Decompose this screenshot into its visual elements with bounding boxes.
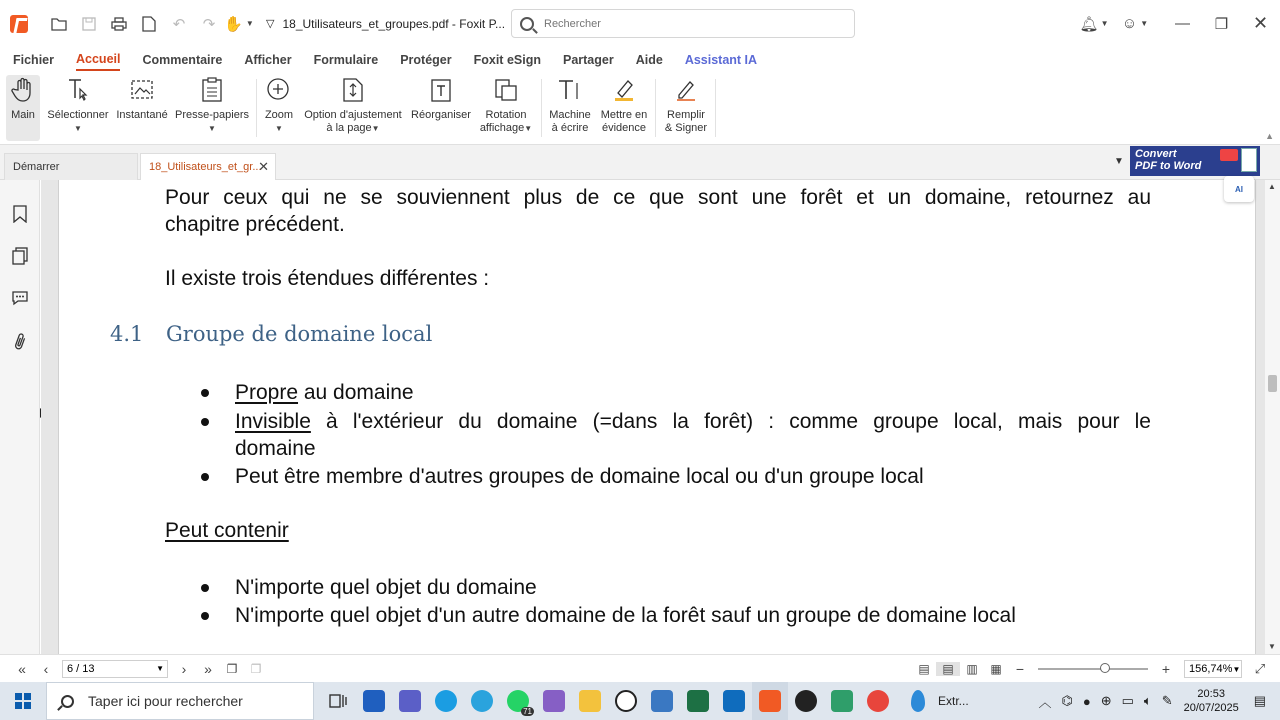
system-tray bbox=[1033, 682, 1280, 720]
show-hidden-icons-icon[interactable]: ︿ bbox=[1038, 694, 1052, 710]
fit-page-label-line1: Option d'ajustement bbox=[304, 109, 402, 121]
first-page-icon[interactable]: « bbox=[18, 660, 26, 677]
bullet-objet-autre-domaine: N'importe quel objet d'un autre domaine de la forêt sauf un groupe de domaine local bbox=[235, 604, 1016, 627]
scroll-down-icon[interactable]: ▼ bbox=[1268, 642, 1276, 651]
highlighter-icon bbox=[610, 75, 638, 105]
bullet-dot bbox=[201, 418, 209, 426]
search-input[interactable] bbox=[544, 18, 844, 30]
paragraph-scopes: Il existe trois étendues différentes : bbox=[165, 267, 490, 290]
typewriter-icon bbox=[556, 75, 584, 105]
tab-document[interactable] bbox=[140, 153, 276, 180]
caret-down-icon: ▼ bbox=[1232, 664, 1241, 674]
task-view-icon[interactable] bbox=[320, 682, 356, 720]
select-label: Sélectionner bbox=[47, 109, 109, 121]
rotate-view-button[interactable] bbox=[476, 75, 536, 141]
select-text-icon bbox=[64, 75, 92, 105]
fill-sign-label-line1: Remplir bbox=[667, 109, 705, 121]
highlight-label-line2: évidence bbox=[601, 122, 647, 134]
paragraph-intro bbox=[165, 184, 1151, 238]
save-icon[interactable] bbox=[78, 13, 100, 35]
rotate-icon bbox=[492, 75, 520, 105]
chatgpt-icon[interactable] bbox=[608, 682, 644, 720]
two-page-continuous-icon[interactable]: ▦ bbox=[990, 662, 1002, 676]
sandbox-icon[interactable] bbox=[824, 682, 860, 720]
zoom-level-field[interactable] bbox=[1184, 660, 1242, 678]
pdf-page bbox=[58, 180, 1256, 654]
extract-page-icon[interactable]: ❐ bbox=[250, 661, 262, 676]
typewriter-label-line1: Machine bbox=[549, 109, 591, 121]
hand-label: Main bbox=[11, 109, 35, 121]
pages-icon[interactable] bbox=[10, 246, 30, 266]
copy-page-icon[interactable]: ❐ bbox=[226, 661, 238, 676]
foxit-taskbar-icon[interactable] bbox=[752, 682, 788, 720]
menu-foxit-esign[interactable]: Foxit eSign bbox=[473, 53, 541, 67]
fullscreen-icon[interactable]: ⤢ bbox=[1254, 661, 1266, 676]
convert-pdf-to-word-banner[interactable] bbox=[1130, 146, 1260, 176]
bullet-propre-underlined: Propre bbox=[235, 381, 299, 404]
typewriter-button[interactable] bbox=[546, 75, 594, 141]
whatsapp-badge: 71 bbox=[523, 707, 532, 716]
bullet-dot bbox=[201, 584, 209, 592]
caret-down-icon: ▼ bbox=[208, 124, 216, 133]
last-page-icon[interactable]: » bbox=[204, 660, 212, 677]
highlight-label-line1: Mettre en bbox=[600, 109, 648, 121]
fill-sign-button[interactable] bbox=[660, 75, 712, 141]
menu-proteger[interactable]: Protéger bbox=[400, 53, 452, 67]
tabs-dropdown-icon[interactable]: ▼ bbox=[1114, 156, 1124, 167]
file-explorer-icon[interactable] bbox=[572, 682, 608, 720]
close-tab-icon[interactable]: ✕ bbox=[258, 159, 269, 174]
fill-sign-label-line2: & Signer bbox=[664, 122, 708, 134]
paragraph-intro-line1: Pour ceux qui ne se souviennent plus de ce que sont une forêt et un domaine, retournez au bbox=[165, 186, 1151, 209]
page-number-field[interactable] bbox=[62, 660, 168, 678]
remote-desktop-icon[interactable] bbox=[644, 682, 680, 720]
bullet-invisible-line2: domaine bbox=[235, 437, 316, 460]
telegram-icon[interactable] bbox=[464, 682, 500, 720]
redo-icon[interactable]: ↷ bbox=[202, 15, 216, 33]
bullet-objet-domaine: N'importe quel objet du domaine bbox=[235, 576, 537, 599]
menu-accueil[interactable]: Accueil bbox=[76, 49, 120, 71]
store-icon[interactable] bbox=[356, 682, 392, 720]
fill-sign-icon bbox=[672, 75, 700, 105]
ribbon-toolbar bbox=[0, 73, 1280, 145]
document-tabs-bar bbox=[0, 145, 1280, 180]
taskbar-search[interactable] bbox=[46, 682, 314, 720]
clipboard-label: Presse-papiers bbox=[175, 109, 249, 121]
zoom-slider-knob[interactable] bbox=[1100, 663, 1110, 673]
open-folder-icon[interactable] bbox=[48, 13, 70, 35]
clock[interactable] bbox=[1184, 687, 1239, 715]
menu-fichier[interactable]: Fichier bbox=[13, 53, 54, 67]
microphone-icon[interactable]: ● bbox=[1082, 693, 1091, 709]
zoom-in-icon bbox=[265, 75, 293, 105]
attachment-icon[interactable] bbox=[10, 332, 30, 352]
chrome-icon[interactable] bbox=[860, 682, 896, 720]
outlook-icon[interactable] bbox=[716, 682, 752, 720]
media-player-icon[interactable] bbox=[788, 682, 824, 720]
minimize-button[interactable]: — bbox=[1175, 15, 1190, 32]
snapshot-icon bbox=[128, 75, 156, 105]
reorganize-button[interactable] bbox=[410, 75, 472, 141]
bookmark-icon[interactable] bbox=[10, 204, 30, 224]
bullet-invisible bbox=[235, 408, 1151, 462]
snapshot-button[interactable] bbox=[114, 75, 170, 141]
zoom-level-value: 156,74% bbox=[1189, 663, 1233, 675]
ribbon-collapse-icon[interactable]: ▲ bbox=[1265, 131, 1274, 141]
caret-down-icon: ▼ bbox=[524, 124, 533, 133]
bullet-invisible-rest: à l'extérieur du domaine (=dans la forêt) : comme groupe local, mais pour le bbox=[310, 410, 1151, 433]
undo-icon[interactable]: ↶ bbox=[172, 15, 186, 33]
vertical-scrollbar[interactable] bbox=[1265, 180, 1280, 654]
caret-down-icon: ▼ bbox=[275, 124, 283, 133]
menu-commentaire[interactable]: Commentaire bbox=[142, 53, 223, 67]
page-setup-icon[interactable] bbox=[138, 13, 160, 35]
section-number: 4.1 bbox=[110, 322, 144, 346]
search-box[interactable] bbox=[511, 9, 855, 38]
zoom-out-icon[interactable]: − bbox=[1015, 661, 1025, 677]
whatsapp-icon[interactable] bbox=[500, 682, 536, 720]
bullet-dot bbox=[201, 389, 209, 397]
zoom-in-small-icon[interactable]: + bbox=[1161, 661, 1171, 677]
section-title: Groupe de domaine local bbox=[166, 322, 433, 346]
menu-assistant-ia[interactable]: Assistant IA bbox=[684, 53, 758, 67]
typewriter-label-line2: à écrire bbox=[551, 122, 589, 134]
edge-icon[interactable] bbox=[428, 682, 464, 720]
fit-page-label-line2-text: à la page bbox=[326, 122, 372, 134]
word-doc-icon bbox=[1241, 148, 1257, 172]
ribbon-separator bbox=[655, 79, 656, 137]
zoom-label: Zoom bbox=[264, 109, 294, 121]
document-view[interactable] bbox=[41, 180, 1265, 654]
continuous-view-icon[interactable]: ▤ bbox=[936, 662, 960, 676]
water-drop-icon[interactable] bbox=[900, 682, 936, 720]
previous-page-icon[interactable]: ‹ bbox=[43, 660, 49, 677]
reorganize-label: Réorganiser bbox=[411, 109, 471, 121]
paragraph-intro-line2: chapitre précédent. bbox=[165, 213, 345, 236]
ribbon-separator bbox=[715, 79, 716, 137]
caret-down-icon: ▼ bbox=[371, 124, 380, 133]
tab-demarrer[interactable] bbox=[4, 153, 138, 180]
search-icon bbox=[61, 695, 74, 708]
caret-down-icon: ▼ bbox=[74, 124, 82, 133]
comments-icon[interactable] bbox=[10, 288, 30, 308]
rotate-label-line2 bbox=[480, 122, 532, 135]
highlight-button[interactable] bbox=[598, 75, 650, 141]
scrollbar-thumb[interactable] bbox=[1268, 375, 1277, 392]
restore-button[interactable]: ❐ bbox=[1214, 15, 1229, 33]
tab-document-label: 18_Utilisateurs_et_gr... bbox=[149, 161, 262, 173]
visual-studio-icon[interactable] bbox=[536, 682, 572, 720]
menu-bar bbox=[0, 47, 1280, 73]
menu-partager[interactable]: Partager bbox=[562, 53, 614, 67]
subheading-peut-contenir: Peut contenir bbox=[165, 519, 289, 542]
close-window-button[interactable]: ✕ bbox=[1252, 13, 1269, 33]
title-bar bbox=[0, 0, 1280, 47]
bullet-membre: Peut être membre d'autres groupes de domaine local ou d'un groupe local bbox=[235, 465, 924, 488]
status-bar bbox=[0, 654, 1280, 682]
caret-down-icon: ▼ bbox=[156, 664, 164, 673]
windows-logo-icon bbox=[15, 693, 31, 709]
bullet-propre-rest: au domaine bbox=[298, 381, 414, 404]
search-icon bbox=[520, 17, 534, 31]
pdf-badge-icon bbox=[1220, 149, 1238, 161]
account-icon[interactable]: ☺ ▼ bbox=[1121, 15, 1149, 32]
clipboard-icon bbox=[198, 75, 226, 105]
hand-tool-button[interactable] bbox=[6, 75, 40, 141]
bullet-dot bbox=[201, 473, 209, 481]
bullet-invisible-underlined: Invisible bbox=[235, 410, 311, 433]
extra-app-label[interactable]: Extr... bbox=[938, 694, 969, 708]
single-page-view-icon[interactable]: ▤ bbox=[918, 662, 930, 676]
ad-line1: Convert bbox=[1135, 148, 1177, 160]
ai-assistant-icon[interactable]: AI bbox=[1224, 176, 1254, 202]
scroll-up-icon[interactable]: ▲ bbox=[1268, 182, 1276, 191]
clipboard-button[interactable] bbox=[174, 75, 250, 141]
fit-page-button[interactable] bbox=[300, 75, 406, 141]
document-title bbox=[266, 17, 505, 31]
teams-icon[interactable] bbox=[392, 682, 428, 720]
bullet-dot bbox=[201, 612, 209, 620]
rotate-label-line1: Rotation bbox=[485, 109, 527, 121]
left-sidebar bbox=[0, 180, 40, 654]
taskbar-search-text: Taper ici pour rechercher bbox=[88, 693, 243, 709]
language-icon[interactable]: ⊕ bbox=[1100, 693, 1112, 708]
menu-aide[interactable]: Aide bbox=[635, 53, 663, 67]
ad-line2: PDF to Word bbox=[1135, 160, 1202, 172]
menu-formulaire[interactable]: Formulaire bbox=[313, 53, 379, 67]
pen-icon[interactable]: ✎ bbox=[1161, 693, 1173, 708]
reorganize-icon bbox=[427, 75, 455, 105]
chevron-down-icon[interactable]: ▽ bbox=[266, 18, 275, 30]
document-title-text: 18_Utilisateurs_et_groupes.pdf - Foxit P... bbox=[282, 16, 506, 31]
fit-page-icon bbox=[339, 75, 367, 105]
hand-tool-icon[interactable]: ✋ ▼ bbox=[224, 15, 254, 33]
zoom-slider[interactable] bbox=[1038, 668, 1148, 670]
clock-date: 20/07/2025 bbox=[1183, 702, 1239, 714]
select-tool-button[interactable] bbox=[46, 75, 110, 141]
volume-icon[interactable]: 🔈︎ bbox=[1143, 693, 1152, 708]
excel-icon[interactable] bbox=[680, 682, 716, 720]
ribbon-separator bbox=[256, 79, 257, 137]
zoom-button[interactable] bbox=[262, 75, 296, 141]
two-page-view-icon[interactable]: ▥ bbox=[966, 662, 978, 676]
fit-page-label-line2 bbox=[326, 122, 379, 135]
foxit-logo-icon bbox=[10, 15, 28, 33]
bullet-invisible-line1 bbox=[235, 408, 1151, 435]
hand-icon bbox=[9, 75, 37, 105]
bullet-propre bbox=[235, 379, 414, 406]
battery-icon[interactable]: ▭ bbox=[1121, 693, 1134, 708]
rotate-label-line2-text: affichage bbox=[479, 122, 525, 134]
tab-demarrer-label: Démarrer bbox=[13, 161, 60, 173]
windows-taskbar bbox=[0, 682, 1280, 720]
menu-afficher[interactable]: Afficher bbox=[244, 53, 292, 67]
clock-time: 20:53 bbox=[1197, 688, 1225, 700]
network-activity-icon[interactable]: ⌬ bbox=[1061, 693, 1073, 708]
bell-icon[interactable]: 🔔︎ ▼ bbox=[1079, 15, 1109, 33]
notifications-icon[interactable]: ▤ bbox=[1253, 693, 1266, 708]
snapshot-label: Instantané bbox=[116, 109, 168, 121]
start-button[interactable] bbox=[0, 682, 46, 720]
next-page-icon[interactable]: › bbox=[181, 660, 187, 677]
page-number-value: 6 / 13 bbox=[67, 662, 95, 675]
print-icon[interactable] bbox=[108, 13, 130, 35]
ribbon-separator bbox=[541, 79, 542, 137]
